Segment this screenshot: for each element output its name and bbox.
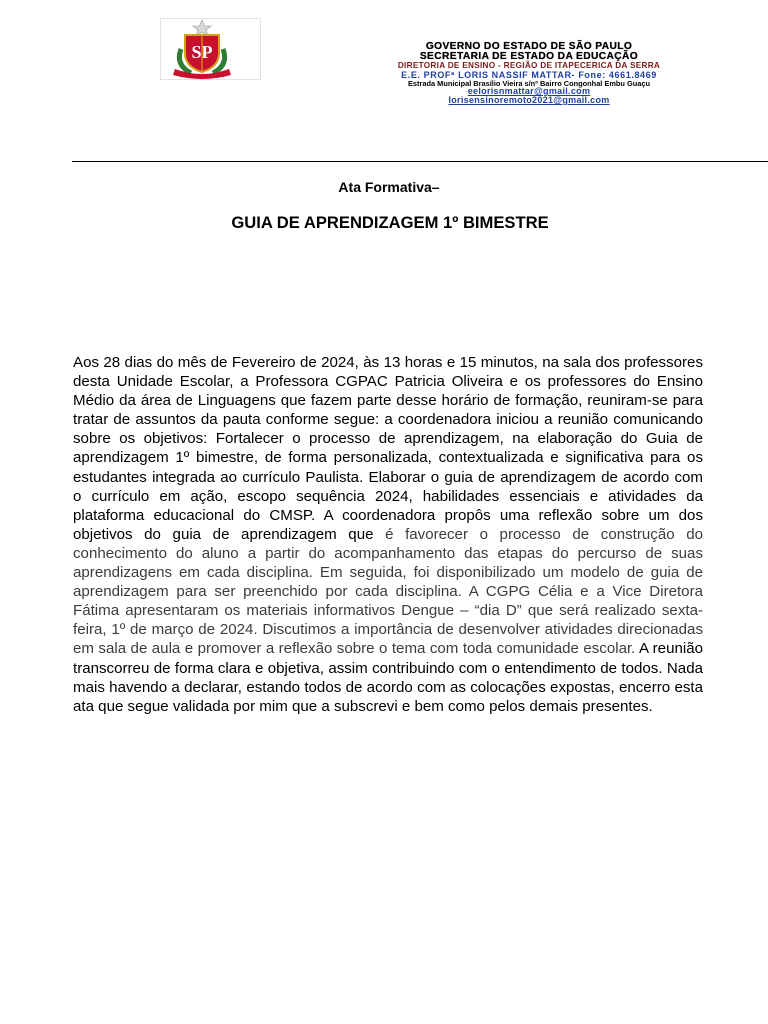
header-secretariat-line: SECRETARIA DE ESTADO DA EDUCAÇÃO [419, 51, 639, 63]
header-email-link-1[interactable]: eelorisnmattar@gmail.com [467, 86, 591, 97]
body-text-part-2: é favorecer o processo de construção do conhecimento do aluno a partir do acompanhamento das etapas do percurso de suas aprendizagens em cada disciplina. Em seguida, foi disponibilizado um modelo de guia de aprendizagem para ser preenchido por cada disciplina. A CGPG Célia e a Vice Diretora Fátima apresentaram os materiais informativos Dengue – “dia D” que será realizado sexta-feira, 1º de março de 2024. Discutimos a importância de desenvolver atividades direcionadas em sala de aula e promover a reflexão sobre o tema com toda comunidade escolar. [73, 525, 703, 658]
body-text-part-1: Aos 28 dias do mês de Fevereiro de 2024, às 13 horas e 15 minutos, na sala dos professores desta Unidade Escolar, a Professora CGPAC Patricia Oliveira e os professores do Ensino Médio da área de Linguagens que fazem parte desse horário de formação, reuniram-se para tratar de assuntos da pauta conforme segue: a coordenadora iniciou a reunião comunicando sobre os objetivos: Fortalecer o processo de aprendizagem, na elaboração do Guia de aprendizagem 1º bimestre, de forma personalizada, contextualizada e significativa para os estudantes integrada ao currículo Paulista. Elaborar o guia de aprendizagem de acordo com o currículo em ação, escopo sequência 2024, habilidades essenciais e atividades da plataforma educacional do CMSP. A coordenadora propôs uma reflexão sobre um dos objetivos do guia de aprendizagem que [73, 354, 703, 543]
header-address-line: Estrada Municipal Brasílio Vieira s/nº Bairro Congonhal Embu Guaçu [408, 78, 650, 88]
document-title: GUIA DE APRENDIZAGEM 1º BIMESTRE [231, 213, 549, 232]
header-directorate-line: DIRETORIA DE ENSINO - REGIÃO DE ITAPECERICA DA SERRA [397, 61, 661, 71]
body-text-part-3: A reunião transcorreu de forma clara e objetiva, assim contribuindo com o entendimento de todos. Nada mais havendo a declarar, estando todos de acordo com as colocações expostas, encerro esta ata que segue validada por mim que a subscrevi e bem como pelos demais presentes. [73, 640, 704, 715]
star-icon [193, 20, 211, 36]
header-divider [72, 161, 768, 162]
header-school-line: E.E. PROFª LORIS NASSIF MATTAR- Fone: 4661.8469 [401, 69, 657, 80]
logo-monogram: SP [191, 42, 213, 62]
header-government-line: GOVERNO DO ESTADO DE SÃO PAULO [425, 41, 633, 52]
document-subtitle: Ata Formativa– [338, 179, 440, 195]
school-letterhead [344, 42, 714, 105]
coat-of-arms-icon [161, 19, 260, 79]
header-email-link-2[interactable]: lorisensinoremoto2021@gmail.com [448, 95, 610, 106]
minutes-body-paragraph [73, 353, 703, 716]
state-coat-of-arms-logo [160, 18, 261, 80]
